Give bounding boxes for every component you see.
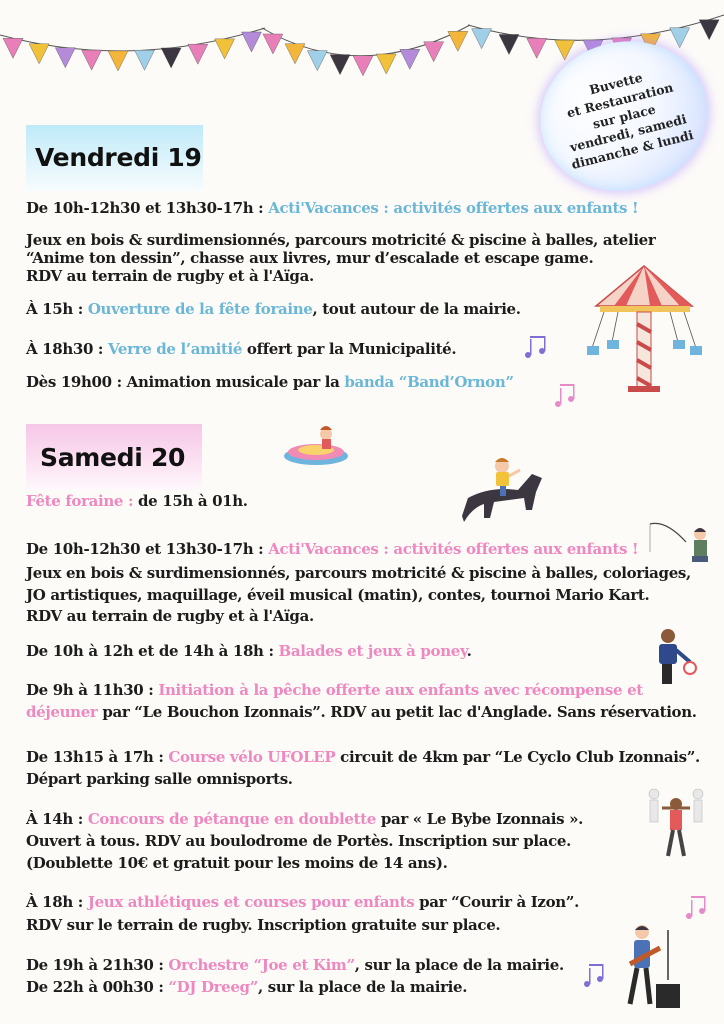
saturday-athle-line2: RDV sur le terrain de rugby. Inscription gratuite sur place.	[26, 916, 501, 934]
saturday-poney	[26, 642, 472, 661]
bunting-flag	[135, 50, 155, 70]
saturday-orch-title: Orchestre “Joe et Kim”	[168, 956, 355, 974]
saturday-velo-title: Course vélo UFOLEP	[168, 748, 336, 766]
saturday-poney-end: .	[466, 642, 472, 660]
friday-fete-time: À 15h :	[26, 300, 88, 318]
saturday-petanque-title: Concours de pétanque en doublette	[87, 810, 376, 828]
saturday-velo-line1	[26, 748, 700, 767]
bunting-flag	[108, 51, 128, 71]
bunting-flag	[55, 48, 75, 68]
bunting-flag	[29, 44, 49, 64]
saturday-acti-line2: JO artistiques, maquillage, éveil musical (matin), contes, tournoi Mario Kart.	[26, 586, 650, 604]
guitarist-icon	[620, 920, 686, 1012]
friday-verre-title: Verre de l’amitié	[108, 340, 243, 358]
friday-acti-heading	[26, 199, 638, 218]
saturday-peche-rest: par “Le Bouchon Izonnais”. RDV au petit lac d'Anglade. Sans réservation.	[97, 703, 697, 721]
saturday-dj-title: “DJ Dreeg”	[168, 978, 258, 996]
bunting-flag	[307, 51, 327, 71]
pony-rider-icon	[460, 452, 548, 528]
buvette-text: Buvette et Restauration sur place vendredi, samedi dimanche & lundi	[565, 69, 695, 172]
bunting-flag	[215, 39, 235, 59]
saturday-poney-time: De 10h à 12h et de 14h à 18h :	[26, 642, 279, 660]
saturday-peche-time: De 9h à 11h30 :	[26, 681, 159, 699]
saturday-petanque-line1	[26, 810, 583, 829]
bunting-flag	[472, 29, 492, 49]
saturday-velo-rest: circuit de 4km par “Le Cyclo Club Izonnais”.	[335, 748, 700, 766]
bunting-flag	[448, 31, 468, 51]
saturday-peche-title1: Initiation à la pêche offerte aux enfants avec récompense et	[158, 681, 643, 699]
saturday-peche-line1	[26, 681, 643, 700]
friday-verre-rest: offert par la Municipalité.	[242, 340, 457, 358]
bunting-flag	[376, 54, 396, 74]
bunting-flag	[527, 38, 547, 58]
saturday-dj-time: De 22h à 00h30 :	[26, 978, 169, 996]
saturday-foraine	[26, 492, 248, 511]
bunting-flag	[263, 34, 283, 54]
saturday-dj-rest: , sur la place de la mairie.	[257, 978, 468, 996]
saturday-peche-title2: déjeuner	[26, 703, 98, 721]
friday-verre-time: À 18h30 :	[26, 340, 108, 358]
saturday-poney-title: Balades et jeux à poney	[278, 642, 467, 660]
saturday-athle-title: Jeux athlétiques et courses pour enfants	[87, 893, 415, 911]
bunting-flag	[353, 56, 373, 76]
friday-music-text: Dès 19h00 : Animation musicale par la	[26, 373, 345, 391]
saturday-velo-time: De 13h15 à 17h :	[26, 748, 169, 766]
music-notes-icon	[522, 333, 552, 361]
friday-acti-line1: Jeux en bois & surdimensionnés, parcours motricité & piscine à balles, atelier	[26, 231, 656, 249]
bunting-flag	[330, 55, 350, 75]
friday-title: Vendredi 19	[35, 143, 202, 172]
bunting-flag	[161, 48, 181, 68]
friday-acti-line3: RDV au terrain de rugby et à l'Aïga.	[26, 267, 314, 285]
music-notes-icon	[684, 892, 710, 922]
saturday-petanque-line2: Ouvert à tous. RDV au boulodrome de Portès. Inscription sur place.	[26, 832, 571, 850]
saturday-velo-line2: Départ parking salle omnisports.	[26, 770, 293, 788]
friday-fete-rest: , tout autour de la mairie.	[312, 300, 521, 318]
friday-music	[26, 373, 514, 392]
friday-acti-title: Acti'Vacances : activités offertes aux enfants !	[268, 199, 639, 217]
bunting-flag	[699, 20, 719, 40]
bunting-flag	[424, 42, 444, 62]
saturday-petanque-line3: (Doublette 10€ et gratuit pour les moins de 14 ans).	[26, 854, 448, 872]
bunting-flag	[400, 49, 420, 69]
fishing-child-icon	[646, 518, 710, 574]
saturday-acti-line3: RDV au terrain de rugby et à l'Aïga.	[26, 607, 314, 625]
bunting-flag	[82, 50, 102, 70]
friday-verre	[26, 340, 456, 359]
saturday-athle-rest: par “Courir à Izon”.	[414, 893, 579, 911]
bunting-flag	[555, 40, 575, 60]
saturday-orchestre	[26, 956, 564, 975]
saturday-athle-time: À 18h :	[26, 893, 88, 911]
saturday-acti-line1: Jeux en bois & surdimensionnés, parcours motricité & piscine à balles, coloriages,	[26, 564, 691, 582]
saturday-acti-title: Acti'Vacances : activités offertes aux enfants !	[268, 540, 639, 558]
friday-acti-line2: “Anime ton dessin”, chasse aux livres, mur d’escalade et escape game.	[26, 249, 594, 267]
friday-fete	[26, 300, 521, 319]
saturday-acti-heading	[26, 540, 638, 559]
saturday-orch-time: De 19h à 21h30 :	[26, 956, 169, 974]
cyclist-icon	[646, 626, 698, 688]
bumper-car-icon	[282, 420, 350, 468]
bunting-flag	[188, 44, 208, 64]
saturday-title: Samedi 20	[40, 443, 186, 472]
music-notes-icon	[553, 378, 579, 410]
saturday-foraine-rest: de 15h à 01h.	[133, 492, 248, 510]
bunting-flag	[285, 44, 305, 64]
chair-swing-ride-icon	[584, 262, 704, 394]
friday-acti-time: De 10h-12h30 et 13h30-17h :	[26, 199, 269, 217]
friday-music-band: banda “Band’Ornon”	[344, 373, 514, 391]
saturday-acti-time: De 10h-12h30 et 13h30-17h :	[26, 540, 269, 558]
bunting-flag	[499, 34, 519, 54]
runner-icon	[642, 782, 710, 870]
saturday-petanque-rest: par « Le Bybe Izonnais ».	[375, 810, 583, 828]
saturday-dj	[26, 978, 467, 997]
saturday-peche-line2	[26, 703, 697, 722]
saturday-athle-line1	[26, 893, 579, 912]
bunting-flag	[670, 28, 690, 48]
saturday-petanque-time: À 14h :	[26, 810, 88, 828]
bunting-flag	[242, 32, 262, 52]
music-notes-icon	[582, 962, 608, 990]
friday-fete-title: Ouverture de la fête foraine	[87, 300, 313, 318]
saturday-foraine-title: Fête foraine :	[26, 492, 134, 510]
saturday-orch-rest: , sur la place de la mairie.	[354, 956, 564, 974]
bunting-flag	[3, 38, 23, 58]
